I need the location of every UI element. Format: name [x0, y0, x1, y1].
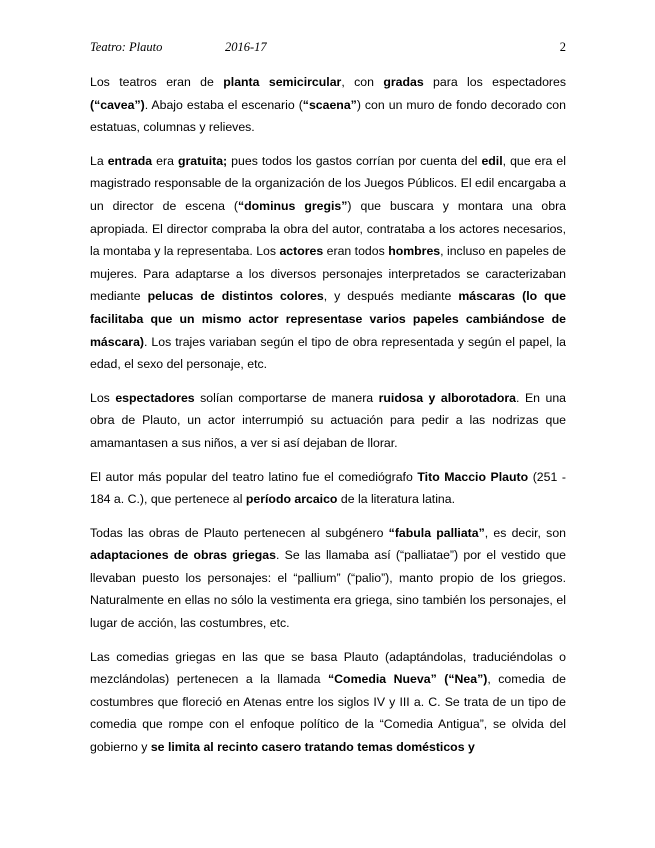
- bold-text: “fabula palliata”: [388, 525, 485, 540]
- bold-text: se limita al recinto casero tratando temas domésticos y: [150, 740, 475, 755]
- text: eran todos: [323, 244, 389, 259]
- bold-text: máscaras (lo que facilitaba que un mismo actor representase varios papeles cambiándose de máscara): [90, 289, 566, 349]
- header-year: 2016-17: [225, 40, 267, 54]
- text: El autor más popular del teatro latino fue el comediógrafo: [90, 469, 418, 484]
- bold-text: edil: [481, 153, 503, 168]
- text: , incluso en papeles de mujeres. Para adaptarse a los diversos personajes interpretados se caracterizaban mediante: [90, 244, 566, 304]
- bold-text: gradas: [383, 75, 424, 89]
- text: , con: [341, 75, 384, 89]
- page-header: [90, 39, 566, 55]
- text: , comedia de costumbres que floreció en Atenas entre los siglos IV y III a. C. Se trata de un tipo de comedia que rompe con el enfoque político de la “Comedia Antigua”, se olvida del gobierno y: [90, 672, 566, 755]
- text: Todas las obras de Plauto pertenecen al subgénero: [90, 525, 389, 540]
- bold-text: actores: [279, 244, 324, 259]
- bold-text: período arcaico: [245, 492, 338, 507]
- text: La: [90, 153, 108, 168]
- text: solían comportarse de manera: [194, 390, 379, 405]
- header-title: Teatro: Plauto: [90, 40, 163, 54]
- text: , es decir, son: [484, 525, 566, 540]
- bold-text: entrada: [107, 153, 153, 168]
- document-body: [90, 71, 566, 770]
- bold-text: “Comedia Nueva” (“Nea”): [328, 672, 488, 687]
- bold-text: ruidosa y alborotadora: [378, 390, 517, 405]
- text: . Los trajes variaban según el tipo de obra representada y según el papel, la edad, el sexo del personaje, etc.: [90, 334, 566, 372]
- bold-text: espectadores: [115, 390, 195, 405]
- bold-text: Tito Maccio Plauto: [417, 469, 529, 484]
- text: , que era el magistrado responsable de la organización de los Juegos Públicos. El edil encargaba a un director de escena (: [90, 153, 566, 213]
- paragraph-spectators: [90, 387, 566, 455]
- text: ) que buscara y montara una obra apropiada. El director compraba la obra del autor, contrataba a los actores necesarios, la montaba y la representaba. Los: [90, 198, 567, 259]
- text: . Abajo estaba el escenario (: [144, 97, 303, 112]
- paragraph-plautus-author: [90, 466, 566, 511]
- paragraph-entry-and-actors: [90, 150, 566, 376]
- text: (251 - 184 a. C.), que pertenece al: [90, 469, 566, 507]
- bold-text: adaptaciones de obras griegas: [90, 548, 276, 563]
- page-number: 2: [559, 40, 566, 54]
- bold-text: hombres: [388, 244, 441, 259]
- text: . Se las llamaba así (“palliatae”) por el vestido que llevaban puesto los personajes: el “pallium” (“palio”), manto propio de los griegos. Naturalmente en ellas no sólo la vestimenta era griega, sino también los personajes, el lugar de acción, las costumbres, etc.: [90, 548, 566, 631]
- bold-text: “scaena”: [302, 97, 357, 112]
- text: de la literatura latina.: [337, 492, 456, 507]
- bold-text: (“cavea”): [90, 97, 145, 112]
- paragraph-fabula-palliata: [90, 522, 566, 635]
- text: ) con un muro de fondo decorado con estatuas, columnas y relieves.: [90, 97, 566, 135]
- text: para los espectadores: [423, 75, 566, 89]
- text: . En una obra de Plauto, un actor interrumpió su actuación para pedir a las nodrizas que amamantasen a sus niños, a ver si así dejaban de llorar.: [90, 390, 566, 450]
- text: , y después mediante: [323, 289, 459, 304]
- bold-text: gratuita;: [177, 153, 228, 168]
- paragraph-theatre-structure: [90, 71, 566, 139]
- text: Los: [90, 390, 116, 405]
- paragraph-comedia-nueva: [90, 646, 566, 759]
- text: Las comedias griegas en las que se basa Plauto (adaptándolas, traduciéndolas o mezclándolas) pertenecen a la llamada: [90, 649, 566, 687]
- bold-text: “dominus gregis”: [238, 198, 348, 213]
- bold-text: planta semicircular: [223, 75, 342, 89]
- bold-text: pelucas de distintos colores: [147, 289, 324, 304]
- text: pues todos los gastos corrían por cuenta del: [227, 153, 482, 168]
- text: Los teatros eran de: [90, 75, 224, 89]
- text: era: [152, 153, 178, 168]
